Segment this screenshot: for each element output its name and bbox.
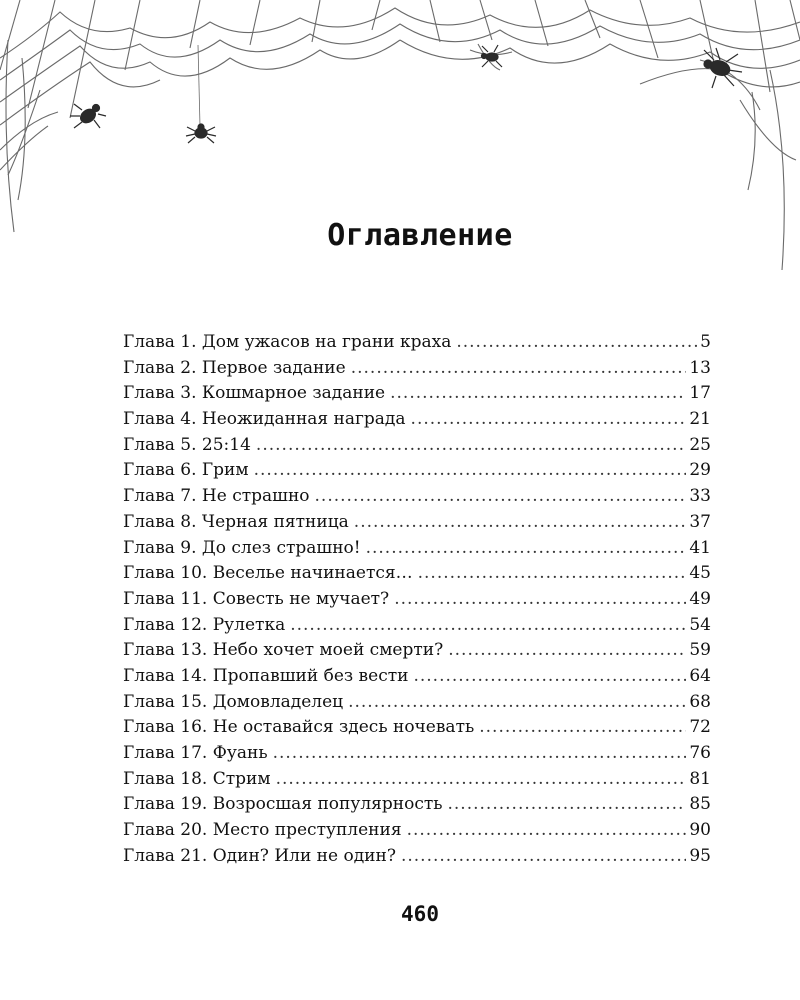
toc-chapter-title: Глава 15. Домовладелец bbox=[123, 691, 344, 712]
toc-chapter-title: Глава 13. Небо хочет моей смерти? bbox=[123, 640, 444, 661]
toc-dot-leader bbox=[256, 435, 686, 455]
toc-dot-leader bbox=[390, 383, 686, 403]
toc-chapter-title: Глава 2. Первое задание bbox=[123, 357, 346, 378]
toc-entry bbox=[123, 717, 711, 743]
toc-entry bbox=[123, 460, 711, 486]
toc-dot-leader bbox=[394, 589, 686, 609]
toc-page-number: 25 bbox=[689, 434, 711, 455]
toc-chapter-title: Глава 17. Фуань bbox=[123, 743, 268, 763]
toc-dot-leader bbox=[411, 409, 687, 429]
toc-chapter-title: Глава 3. Кошмарное задание bbox=[123, 383, 386, 404]
toc-page-number: 33 bbox=[689, 486, 711, 507]
toc-dot-leader bbox=[456, 332, 697, 352]
toc-dot-leader bbox=[354, 512, 687, 532]
toc-entry bbox=[123, 666, 711, 692]
toc-chapter-title: Глава 14. Пропавший без вести bbox=[123, 665, 409, 686]
toc-entry bbox=[123, 358, 711, 384]
toc-entry bbox=[123, 563, 711, 589]
toc-chapter-title: Глава 12. Рулетка bbox=[123, 614, 286, 635]
toc-entry bbox=[123, 820, 711, 846]
toc-entry bbox=[123, 589, 711, 615]
toc-page-number: 64 bbox=[689, 665, 711, 686]
toc-dot-leader bbox=[407, 820, 687, 840]
toc-chapter-title: Глава 20. Место преступления bbox=[123, 820, 402, 841]
toc-dot-leader bbox=[366, 538, 687, 558]
toc-dot-leader bbox=[448, 794, 687, 814]
toc-entry bbox=[123, 383, 711, 409]
toc-dot-leader bbox=[273, 743, 687, 763]
table-of-contents bbox=[123, 332, 711, 871]
toc-dot-leader bbox=[479, 717, 686, 737]
toc-entry bbox=[123, 615, 711, 641]
toc-page-number: 72 bbox=[689, 717, 711, 738]
toc-entry bbox=[123, 640, 711, 666]
toc-page-number: 59 bbox=[689, 640, 711, 661]
toc-page-number: 68 bbox=[689, 691, 711, 712]
toc-dot-leader bbox=[276, 769, 687, 789]
page-title: Оглавление bbox=[327, 218, 513, 253]
toc-chapter-title: Глава 16. Не оставайся здесь ночевать bbox=[123, 717, 475, 738]
toc-dot-leader bbox=[448, 640, 686, 660]
toc-page-number: 49 bbox=[689, 588, 711, 609]
toc-page-number: 13 bbox=[689, 357, 711, 378]
toc-page-number: 45 bbox=[689, 563, 711, 584]
toc-chapter-title: Глава 19. Возросшая популярность bbox=[123, 794, 443, 815]
toc-chapter-title: Глава 5. 25:14 bbox=[123, 434, 251, 455]
toc-dot-leader bbox=[401, 846, 686, 866]
toc-entry bbox=[123, 794, 711, 820]
toc-dot-leader bbox=[418, 563, 687, 583]
toc-chapter-title: Глава 7. Не страшно bbox=[123, 486, 310, 507]
toc-chapter-title: Глава 10. Веселье начинается… bbox=[123, 563, 413, 584]
toc-page-number: 21 bbox=[689, 409, 711, 430]
toc-entry bbox=[123, 769, 711, 795]
toc-entry bbox=[123, 692, 711, 718]
toc-dot-leader bbox=[413, 666, 686, 686]
toc-page-number: 76 bbox=[689, 743, 711, 763]
toc-page-number: 41 bbox=[689, 537, 711, 558]
toc-entry bbox=[123, 332, 711, 358]
page-number: 460 bbox=[401, 902, 439, 926]
toc-chapter-title: Глава 6. Грим bbox=[123, 460, 249, 481]
toc-page-number: 17 bbox=[689, 383, 711, 404]
toc-page-number: 29 bbox=[689, 460, 711, 481]
toc-entry bbox=[123, 435, 711, 461]
toc-dot-leader bbox=[348, 692, 686, 712]
toc-entry bbox=[123, 846, 711, 872]
toc-page-number: 90 bbox=[689, 820, 711, 841]
toc-dot-leader bbox=[254, 460, 687, 480]
toc-dot-leader bbox=[351, 358, 687, 378]
toc-dot-leader bbox=[290, 615, 686, 635]
toc-entry bbox=[123, 409, 711, 435]
toc-chapter-title: Глава 9. До слез страшно! bbox=[123, 537, 361, 558]
toc-chapter-title: Глава 11. Совесть не мучает? bbox=[123, 588, 390, 609]
toc-page-number: 5 bbox=[700, 332, 711, 352]
toc-chapter-title: Глава 1. Дом ужасов на грани краха bbox=[123, 332, 452, 352]
toc-entry bbox=[123, 512, 711, 538]
toc-entry bbox=[123, 486, 711, 512]
toc-page-number: 85 bbox=[689, 794, 711, 815]
toc-chapter-title: Глава 18. Стрим bbox=[123, 768, 271, 789]
toc-page-number: 37 bbox=[689, 511, 711, 532]
toc-page-number: 95 bbox=[689, 845, 711, 866]
toc-dot-leader bbox=[315, 486, 687, 506]
cobweb-illustration bbox=[0, 0, 800, 320]
toc-page-number: 81 bbox=[689, 768, 711, 789]
toc-entry bbox=[123, 743, 711, 769]
toc-chapter-title: Глава 8. Черная пятница bbox=[123, 511, 349, 532]
toc-chapter-title: Глава 21. Один? Или не один? bbox=[123, 845, 396, 866]
toc-page-number: 54 bbox=[689, 614, 711, 635]
toc-chapter-title: Глава 4. Неожиданная награда bbox=[123, 409, 406, 430]
toc-entry bbox=[123, 538, 711, 564]
